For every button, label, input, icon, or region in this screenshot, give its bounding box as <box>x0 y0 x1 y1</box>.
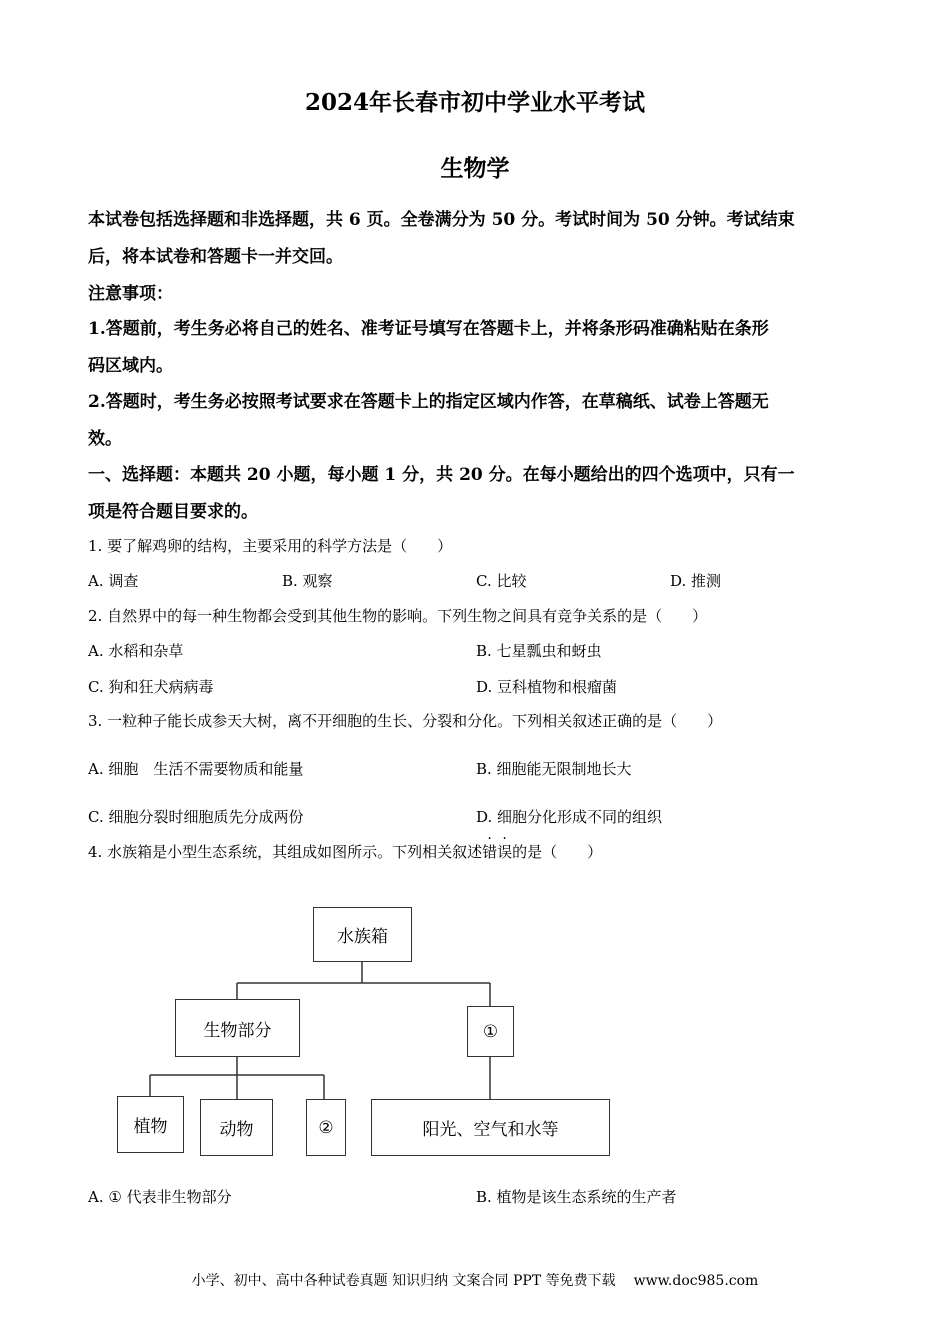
notes-heading: 注意事项： <box>88 284 173 304</box>
q3-option-a: A. 细胞 生活不需要物质和能量 <box>88 760 304 778</box>
q4-option-b: B. 植物是该生态系统的生产者 <box>476 1188 677 1206</box>
q1-option-c: C. 比较 <box>476 572 527 590</box>
exam-title: 2024年长春市初中学业水平考试 <box>304 89 645 116</box>
q1-option-b: B. 观察 <box>282 572 333 590</box>
section-1-line-2: 项是符合题目要求的。 <box>88 502 258 522</box>
q1-option-d: D. 推测 <box>670 572 722 590</box>
intro-line-2: 后，将本试卷和答题卡一并交回。 <box>88 247 343 267</box>
footer-text: 小学、初中、高中各种试卷真题 知识归纳 文案合同 PPT 等免费下载 <box>191 1273 616 1289</box>
q4-option-a: A. ① 代表非生物部分 <box>88 1188 232 1206</box>
question-2-stem: 2. 自然界中的每一种生物都会受到其他生物的影响。下列生物之间具有竞争关系的是（ ） <box>88 607 708 625</box>
note-1-line-1: 1.答题前，考生务必将自己的姓名、准考证号填写在答题卡上，并将条形码准确粘贴在条形 <box>88 319 769 339</box>
q4-emphasis-char-2: 误 <box>497 843 513 861</box>
page-footer <box>0 1270 950 1290</box>
q2-option-a: A. 水稻和杂草 <box>88 642 184 660</box>
q1-option-a: A. 调查 <box>88 572 139 590</box>
diagram-box-circle-1: ① <box>467 1006 514 1057</box>
q2-option-c: C. 狗和狂犬病病毒 <box>88 678 214 696</box>
diagram-box-animal: 动物 <box>200 1099 273 1156</box>
note-2-line-1: 2.答题时，考生务必按照考试要求在答题卡上的指定区域内作答，在草稿纸、试卷上答题无 <box>88 392 769 412</box>
note-2-line-2: 效。 <box>88 429 122 449</box>
note-1-line-2: 码区域内。 <box>88 356 173 376</box>
question-1-stem: 1. 要了解鸡卵的结构，主要采用的科学方法是（ ） <box>88 537 453 555</box>
intro-line-1: 本试卷包括选择题和非选择题，共 6 页。全卷满分为 50 分。考试时间为 50 分钟。考试结束 <box>88 210 795 230</box>
q4-stem-post: 的是（ ） <box>512 843 603 861</box>
diagram-box-biotic: 生物部分 <box>175 999 300 1057</box>
diagram-box-abiotic: 阳光、空气和水等 <box>371 1099 610 1156</box>
q3-option-d: D. 细胞分化形成不同的组织 <box>476 808 663 826</box>
footer-url[interactable]: www.doc985.com <box>633 1273 759 1289</box>
q2-option-b: B. 七星瓢虫和蚜虫 <box>476 642 602 660</box>
q4-emphasis-char-1: 错 <box>482 843 498 861</box>
diagram-box-aquarium: 水族箱 <box>313 907 412 962</box>
diagram-box-circle-2: ② <box>306 1099 346 1156</box>
q3-option-b: B. 细胞能无限制地长大 <box>476 760 632 778</box>
q2-option-d: D. 豆科植物和根瘤菌 <box>476 678 618 696</box>
question-3-stem: 3. 一粒种子能长成参天大树，离不开细胞的生长、分裂和分化。下列相关叙述正确的是（ ） <box>88 712 723 730</box>
section-1-line-1: 一、选择题：本题共 20 小题，每小题 1 分，共 20 分。在每小题给出的四个选项中，只有一 <box>88 465 795 485</box>
diagram-box-plant: 植物 <box>117 1096 184 1153</box>
q4-stem-pre: 4. 水族箱是小型生态系统，其组成如图所示。下列相关叙述 <box>88 843 483 861</box>
q3-option-c: C. 细胞分裂时细胞质先分成两份 <box>88 808 304 826</box>
subject-title: 生物学 <box>440 155 510 182</box>
